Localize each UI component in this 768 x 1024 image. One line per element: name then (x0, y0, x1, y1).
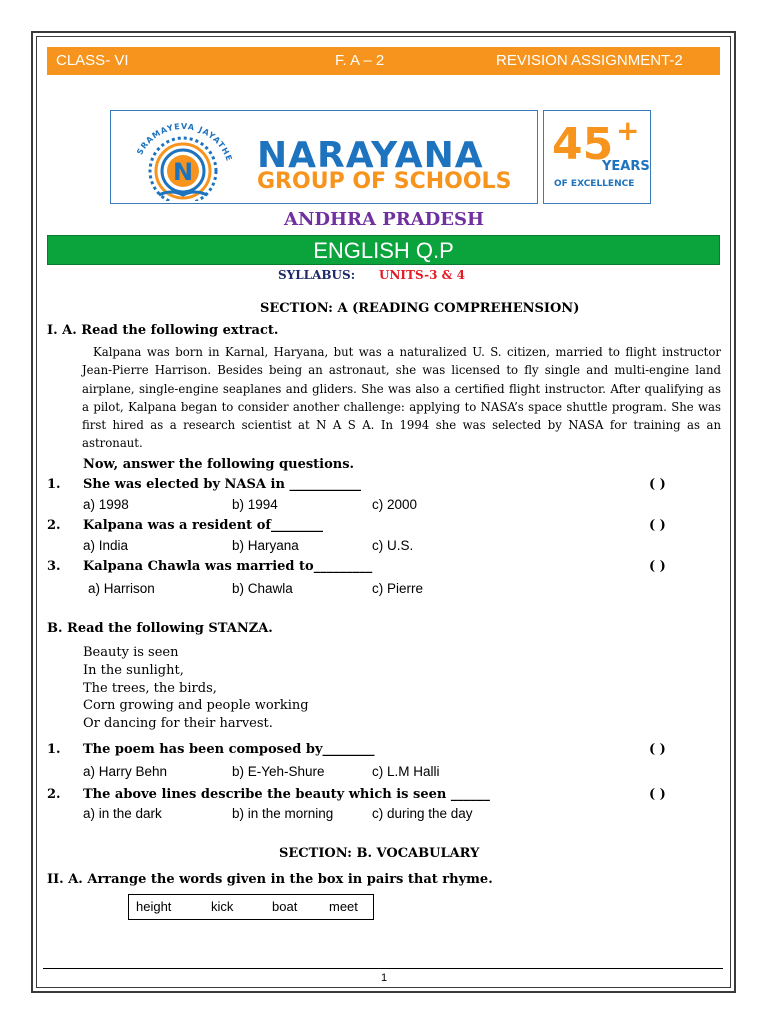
question-text: The poem has been composed by________ (83, 742, 375, 757)
stanza-line: Or dancing for their harvest. (83, 716, 273, 731)
option-a: a) Harry Behn (83, 764, 168, 779)
option-b: b) Haryana (232, 538, 299, 553)
syllabus-label: SYLLABUS: (278, 268, 356, 282)
assignment-label: REVISION ASSIGNMENT-2 (496, 52, 683, 69)
question-text: The above lines describe the beauty which is seen ______ (83, 787, 490, 802)
option-c: c) U.S. (372, 538, 414, 553)
option-c: c) Pierre (372, 581, 424, 596)
badge-years: YEARS (602, 159, 650, 174)
passage-text: Kalpana was born in Karnal, Haryana, but was a naturalized U. S. citizen, married to flight instructor Jean-Pierre Harrison. Besides being an astronaut, she was licensed to fly single and multi-engine land airplane, single-engine seaplanes and gliders. She was also a certified flight instructor. After qualifying as a pilot, Kalpana began to consider another challenge: applying to NASA’s space shuttle program. She was first hired as a research scientist at N A S A. In 1994 she was selected by NASA for training as an astronaut. (82, 345, 721, 451)
school-logo (110, 110, 538, 204)
word-item: meet (329, 899, 358, 914)
option-c: c) during the day (372, 806, 473, 821)
question-number: 2. (47, 787, 61, 802)
option-a: a) Harrison (88, 581, 155, 596)
option-b: b) in the morning (232, 806, 334, 821)
option-c: c) L.M Halli (372, 764, 440, 779)
word-item: height (136, 899, 172, 914)
badge-number: 45 (552, 119, 614, 170)
page-number: 1 (380, 972, 388, 984)
option-b: b) 1994 (232, 497, 278, 512)
instruction: Now, answer the following questions. (83, 457, 355, 472)
word-box (128, 894, 374, 920)
word-item: kick (211, 899, 234, 914)
question-number: 2. (47, 518, 61, 533)
section-b-heading: SECTION: B. VOCABULARY (279, 846, 480, 861)
part-b-heading: B. Read the following STANZA. (47, 621, 273, 636)
stanza-line: In the sunlight, (83, 663, 184, 678)
brand-subname: GROUP OF SCHOOLS (257, 169, 512, 194)
answer-bracket: ( ) (649, 518, 666, 533)
subject-title: ENGLISH Q.P (47, 235, 720, 265)
reading-passage (82, 343, 721, 453)
header-bar (47, 47, 720, 75)
logo-motto: SRAMAYEVA JAYATHE (135, 121, 234, 163)
option-b: b) E-Yeh-Shure (232, 764, 325, 779)
part-iia-heading: II. A. Arrange the words given in the box in pairs that rhyme. (47, 872, 493, 887)
section-a-heading: SECTION: A (READING COMPREHENSION) (260, 301, 580, 316)
question-number: 3. (47, 559, 61, 574)
option-c: c) 2000 (372, 497, 418, 512)
footer-divider (43, 968, 723, 969)
class-label: CLASS- VI (56, 52, 129, 69)
option-a: a) India (83, 538, 129, 553)
question-text: She was elected by NASA in ___________ (83, 477, 361, 492)
syllabus-value: UNITS-3 & 4 (379, 268, 465, 282)
word-item: boat (272, 899, 298, 914)
option-a: a) in the dark (83, 806, 162, 821)
answer-bracket: ( ) (649, 742, 666, 757)
option-a: a) 1998 (83, 497, 129, 512)
stanza-line: The trees, the birds, (83, 681, 217, 696)
years-badge (543, 110, 651, 204)
exam-label: F. A – 2 (335, 52, 385, 69)
badge-plus: + (616, 114, 640, 147)
logo-letter: N (172, 158, 194, 186)
logo-emblem-icon (119, 113, 247, 201)
brand-name: NARAYANA (257, 135, 484, 176)
stanza-line: Corn growing and people working (83, 698, 309, 713)
badge-excellence: OF EXCELLENCE (554, 179, 635, 189)
question-text: Kalpana was a resident of________ (83, 518, 323, 533)
question-number: 1. (47, 742, 61, 757)
answer-bracket: ( ) (649, 559, 666, 574)
part-ia-heading: I. A. Read the following extract. (47, 323, 279, 338)
stanza-line: Beauty is seen (83, 645, 179, 660)
state-name: ANDHRA PRADESH (283, 209, 485, 230)
option-b: b) Chawla (232, 581, 293, 596)
answer-bracket: ( ) (649, 477, 666, 492)
answer-bracket: ( ) (649, 787, 666, 802)
question-number: 1. (47, 477, 61, 492)
question-text: Kalpana Chawla was married to_________ (83, 559, 373, 574)
